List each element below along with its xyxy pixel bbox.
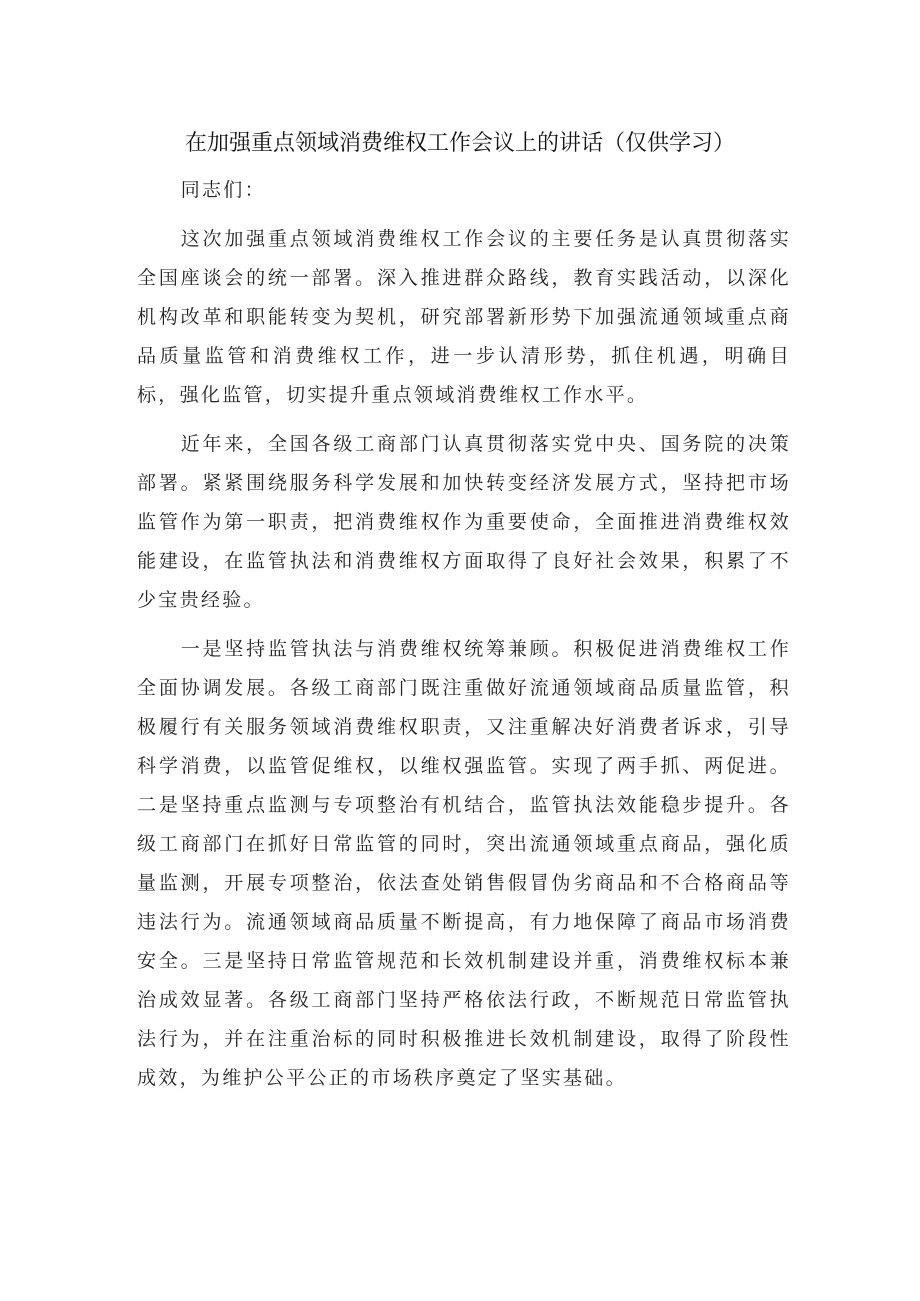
paragraph-3: 一是坚持监管执法与消费维权统筹兼顾。积极促进消费维权工作全面协调发展。各级工商部门既注重做好流通领域商品质量监管，积极履行有关服务领域消费维权职责，又注重解决好消费者诉求，引导科学消费，以监管促维权，以维权强监管。实现了两手抓、两促进。二是坚持重点监测与专项整治有机结合，监管执法效能稳步提升。各级工商部门在抓好日常监管的同时，突出流通领域重点商品，强化质量监测，开展专项整治，依法查处销售假冒伪劣商品和不合格商品等违法行为。流通领域商品质量不断提高，有力地保障了商品市场消费安全。三是坚持日常监管规范和长效机制建设并重，消费维权标本兼治成效显著。各级工商部门坚持严格依法行政，不断规范日常监管执法行为，并在注重治标的同时积极推进长效机制建设，取得了阶段性成效，为维护公平公正的市场秩序奠定了坚实基础。 bbox=[137, 638, 791, 1089]
paragraph-2: 近年来，全国各级工商部门认真贯彻落实党中央、国务院的决策部署。紧紧围绕服务科学发展和加快转变经济发展方式，坚持把市场监管作为第一职责，把消费维权作为重要使命，全面推进消费维权效能建设，在监管执法和消费维权方面取得了良好社会效果，积累了不少宝贵经验。 bbox=[137, 433, 791, 611]
document-title: 在加强重点领域消费维权工作会议上的讲话（仅供学习） bbox=[184, 131, 735, 156]
paragraph-1: 这次加强重点领域消费维权工作会议的主要任务是认真贯彻落实全国座谈会的统一部署。深入推进群众路线，教育实践活动，以深化机构改革和职能转变为契机，研究部署新形势下加强流通领域重点商品质量监管和消费维权工作，进一步认清形势，抓住机遇，明确目标，强化监管，切实提升重点领域消费维权工作水平。 bbox=[137, 228, 791, 406]
document-body bbox=[137, 171, 791, 1098]
salutation: 同志们： bbox=[180, 179, 266, 201]
